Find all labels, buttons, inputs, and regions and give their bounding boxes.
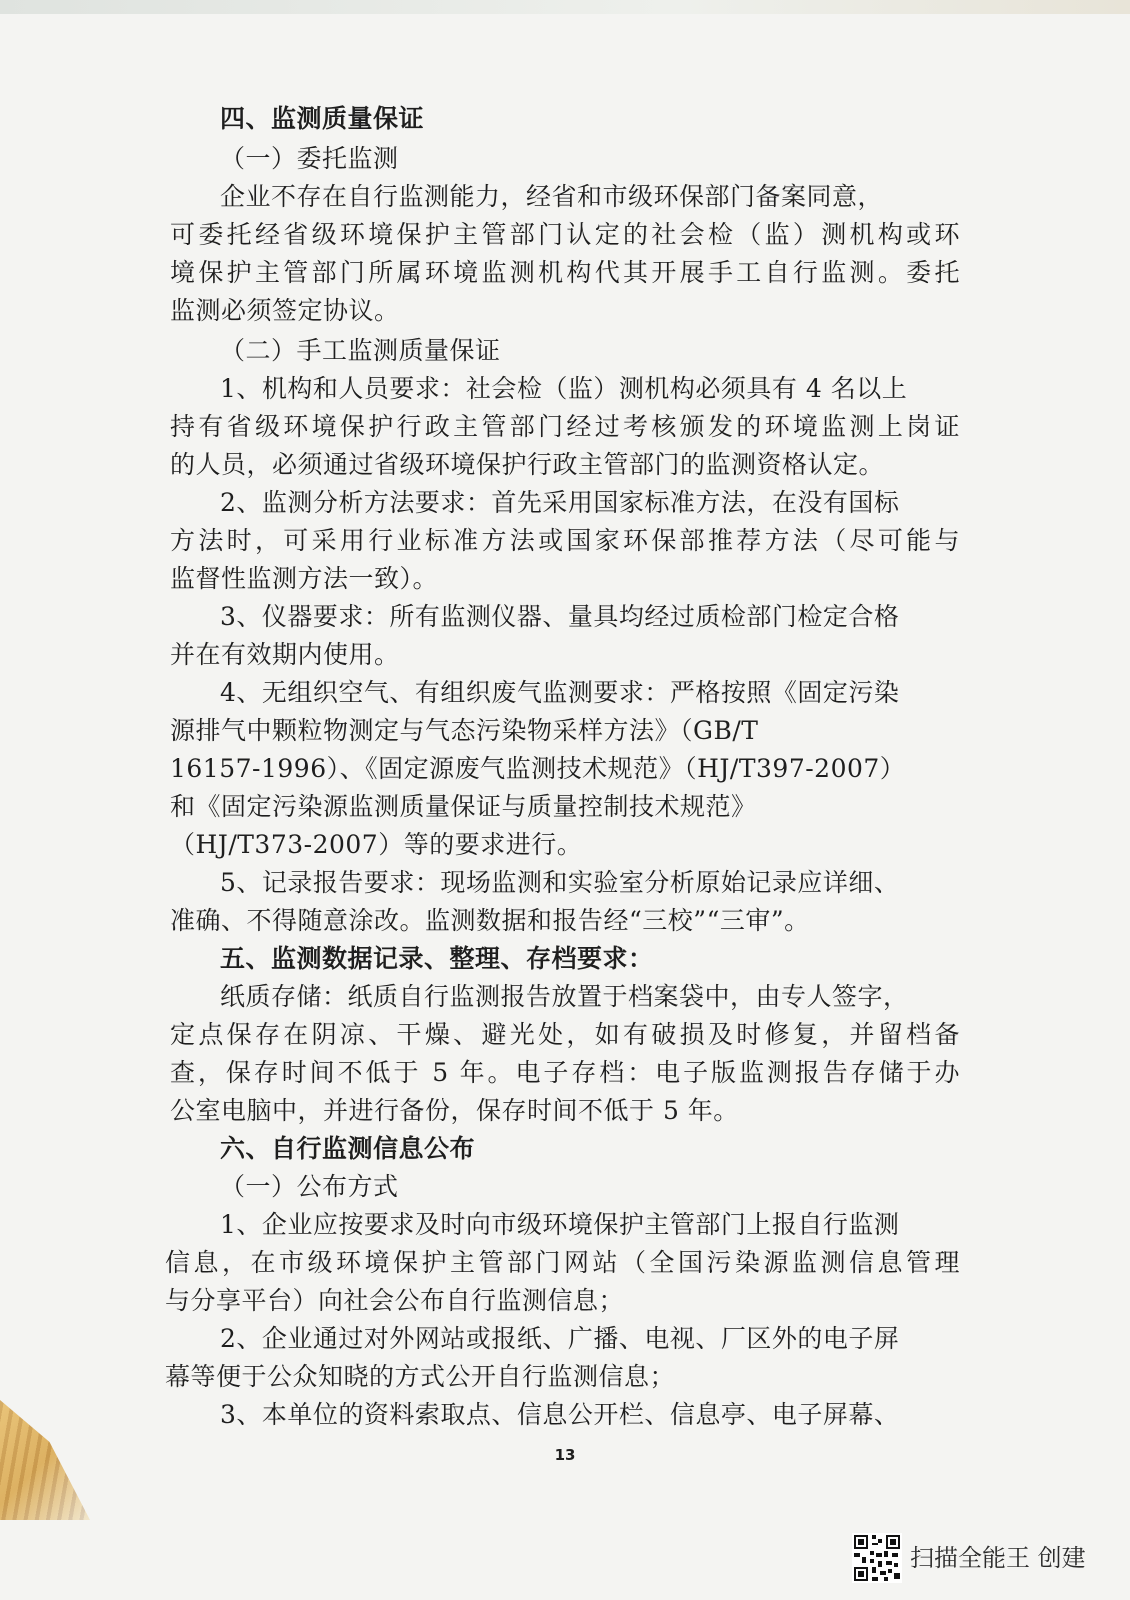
text-line: （二）手工监测质量保证 (220, 336, 501, 365)
wood-corner-artifact (0, 1400, 90, 1520)
text-line: 3、仪器要求：所有监测仪器、量具均经过质检部门检定合格 (220, 602, 900, 631)
text-line: （一）委托监测 (220, 144, 399, 173)
text-line: 16157-1996）、《固定源废气监测技术规范》（HJ/T397-2007） (170, 754, 906, 783)
text-line: 准确、不得随意涂改。监测数据和报告经“三校”“三审”。 (170, 906, 810, 935)
text-line: 监测必须签定协议。 (170, 296, 400, 325)
text-line: 1、机构和人员要求：社会检（监）测机构必须具有 4 名以上 (220, 374, 908, 403)
text-line: 可委托经省级环境保护主管部门认定的社会检（监）测机构或环 (170, 220, 960, 249)
text-line: 定点保存在阴凉、干燥、避光处，如有破损及时修复，并留档备 (170, 1020, 960, 1049)
text-line: （HJ/T373-2007）等的要求进行。 (170, 830, 583, 859)
text-line: 5、记录报告要求：现场监测和实验室分析原始记录应详细、 (220, 868, 900, 897)
section-heading: 四、监测质量保证 (220, 104, 425, 133)
section-heading: 五、监测数据记录、整理、存档要求： (220, 944, 654, 973)
text-line: 境保护主管部门所属环境监测机构代其开展手工自行监测。委托 (170, 258, 960, 287)
text-line: 3、本单位的资料索取点、信息公开栏、信息亭、电子屏幕、 (220, 1400, 900, 1429)
text-line: 源排气中颗粒物测定与气态污染物采样方法》（GB/T (170, 716, 759, 745)
text-line: 查，保存时间不低于 5 年。电子存档：电子版监测报告存储于办 (170, 1058, 960, 1087)
scanner-watermark: 扫描全能王 创建 (910, 1544, 1086, 1572)
text-line: 1、企业应按要求及时向市级环境保护主管部门上报自行监测 (220, 1210, 900, 1239)
scan-edge-band (0, 0, 1130, 14)
text-line: 幕等便于公众知晓的方式公开自行监测信息； (165, 1362, 676, 1391)
page-number: 13 (554, 1446, 576, 1464)
text-line: （一）公布方式 (220, 1172, 399, 1201)
text-line: 企业不存在自行监测能力，经省和市级环保部门备案同意， (220, 182, 884, 211)
text-line: 方法时，可采用行业标准方法或国家环保部推荐方法（尽可能与 (170, 526, 960, 555)
text-line: 纸质存储：纸质自行监测报告放置于档案袋中，由专人签字， (220, 982, 909, 1011)
section-heading: 六、自行监测信息公布 (220, 1134, 476, 1163)
text-line: 2、监测分析方法要求：首先采用国家标准方法，在没有国标 (220, 488, 900, 517)
qr-code-icon (852, 1533, 902, 1583)
text-line: 信息，在市级环境保护主管部门网站（全国污染源监测信息管理 (165, 1248, 960, 1277)
text-line: 4、无组织空气、有组织废气监测要求：严格按照《固定污染 (220, 678, 900, 707)
text-line: 监督性监测方法一致）。 (170, 564, 439, 593)
text-line: 与分享平台）向社会公布自行监测信息； (165, 1286, 625, 1315)
text-line: 并在有效期内使用。 (170, 640, 400, 669)
text-line: 持有省级环境保护行政主管部门经过考核颁发的环境监测上岗证 (170, 412, 960, 441)
text-line: 和《固定污染源监测质量保证与质量控制技术规范》 (170, 792, 757, 821)
text-line: 公室电脑中，并进行备份，保存时间不低于 5 年。 (170, 1096, 739, 1125)
text-line: 的人员，必须通过省级环境保护行政主管部门的监测资格认定。 (170, 450, 885, 479)
text-line: 2、企业通过对外网站或报纸、广播、电视、厂区外的电子屏 (220, 1324, 900, 1353)
